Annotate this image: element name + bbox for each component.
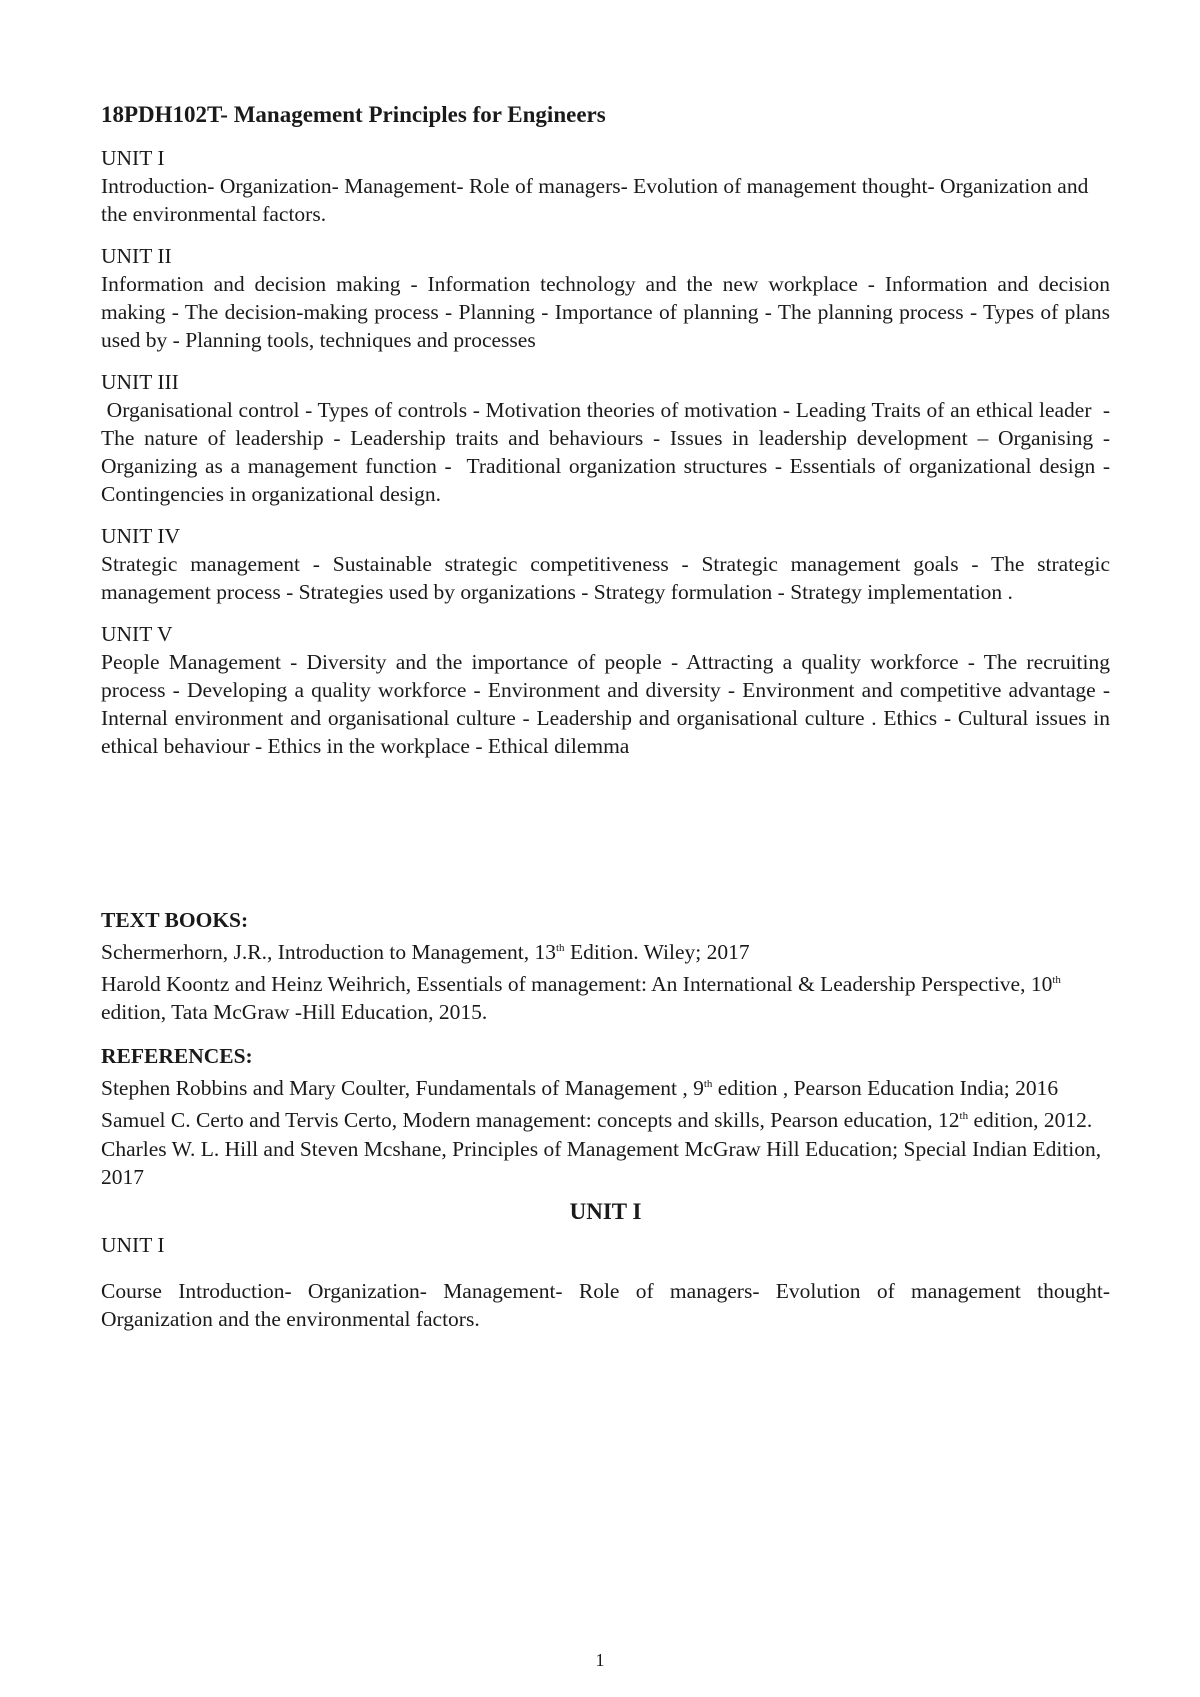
entry-text: edition , Pearson Education India; 2016: [712, 1076, 1059, 1101]
references-heading: REFERENCES:: [101, 1044, 253, 1069]
unit-label: UNIT III: [101, 370, 179, 394]
unit-block-5: [101, 620, 1110, 760]
unit-label: UNIT II: [101, 244, 172, 268]
vertical-spacer: [101, 1026, 1110, 1042]
entry-text: Stephen Robbins and Mary Coulter, Fundamentals of Management , 9: [101, 1076, 704, 1101]
unit-description: Organisational control - Types of controls - Motivation theories of motivation - Leading Traits of an ethical leader - The nature of leadership - Leadership traits and behaviours - Issues in leadership development – Organising - Organizing as a management function - Traditional organization structures - Essentials of organizational design - Contingencies in organizational design.: [101, 398, 1121, 506]
reference-entry: [101, 1070, 1110, 1102]
text-books-heading: TEXT BOOKS:: [101, 908, 249, 932]
unit-block-2: [101, 242, 1110, 354]
unit-description: Strategic management - Sustainable strategic competitiveness - Strategic management goals - The strategic management process - Strategies used by organizations - Strategy formulation - Strategy implementation .: [101, 552, 1110, 604]
unit-label: UNIT I: [101, 1232, 165, 1257]
unit-one-heading: UNIT I: [569, 1198, 642, 1224]
vertical-spacer: [101, 774, 1110, 906]
entry-text: Charles W. L. Hill and Steven Mcshane, Principles of Management McGraw Hill Education; Special Indian Edition, 2017: [101, 1136, 1102, 1189]
unit-description: Information and decision making - Information technology and the new workplace - Information and decision making - The decision-making process - Planning - Importance of planning - The planning process - Types of plans used by - Planning tools, techniques and processes: [101, 272, 1110, 352]
document-title: 18PDH102T- Management Principles for Engineers: [101, 102, 606, 127]
text-book-entry: [101, 934, 1110, 966]
entry-text: Samuel C. Certo and Tervis Certo, Modern management: concepts and skills, Pearson education, 12: [101, 1108, 960, 1133]
ordinal-suffix: th: [1052, 974, 1061, 987]
entry-text: Schermerhorn, J.R., Introduction to Management, 13: [101, 940, 556, 965]
page-number: 1: [595, 1650, 605, 1670]
unit-block-4: [101, 522, 1110, 606]
text-books-section: [101, 906, 1110, 1026]
unit-label: UNIT I: [101, 146, 165, 170]
ordinal-suffix: th: [556, 942, 565, 954]
ordinal-suffix: th: [703, 1078, 713, 1091]
unit-label: UNIT IV: [101, 524, 181, 548]
entry-text: edition, Tata McGraw -Hill Education, 2015.: [101, 1000, 488, 1025]
reference-entry: [101, 1102, 1110, 1134]
unit-description: People Management - Diversity and the importance of people - Attracting a quality workforce - The recruiting process - Developing a quality workforce - Environment and diversity - Environment and competitive advantage - Internal environment and organisational culture - Leadership and organisational culture . Ethics - Cultural issues in ethical behaviour - Ethics in the workplace - Ethical dilemma: [101, 650, 1110, 758]
unit-one-section: [101, 1231, 1110, 1333]
unit-block-1: [101, 144, 1110, 228]
ordinal-suffix: th: [959, 1110, 969, 1123]
unit-description: Introduction- Organization- Management- Role of managers- Evolution of management thought- Organization and the environmental factors.: [101, 174, 1089, 226]
unit-description: Course Introduction- Organization- Management- Role of managers- Evolution of management thought- Organization and the environmental factors.: [101, 1278, 1110, 1331]
references-section: [101, 1042, 1110, 1190]
unit-label: UNIT V: [101, 622, 173, 646]
entry-text: edition, 2012.: [968, 1108, 1093, 1133]
entry-text: Edition. Wiley; 2017: [564, 940, 750, 965]
document-page: [101, 100, 1121, 1333]
unit-block-3: [101, 368, 1121, 508]
text-book-entry: [101, 966, 1110, 1026]
reference-entry: [101, 1135, 1110, 1191]
entry-text: Harold Koontz and Heinz Weihrich, Essentials of management: An International & Leadership Perspective, 10: [101, 972, 1053, 997]
